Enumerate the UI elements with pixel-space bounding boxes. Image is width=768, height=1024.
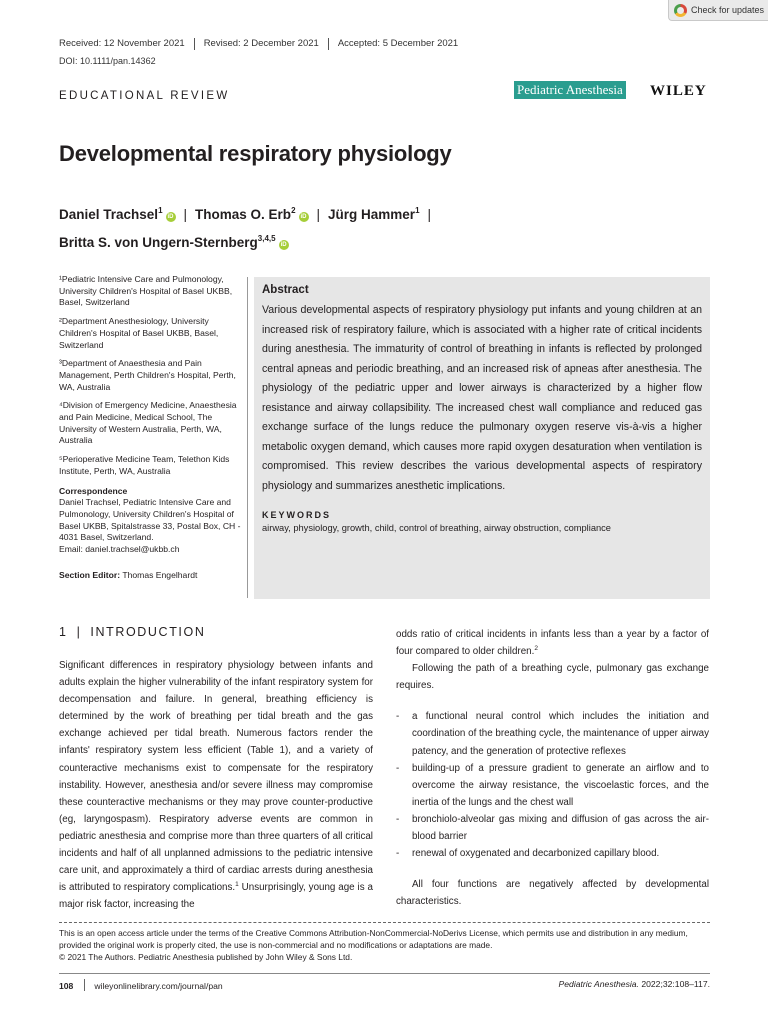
affiliation: ⁵Perioperative Medicine Team, Telethon Kids Institute, Perth, WA, Australia	[59, 454, 230, 476]
intro-paragraph: Following the path of a breathing cycle, pulmonary gas exchange requires.	[396, 663, 709, 692]
affiliation: ⁴Division of Emergency Medicine, Anaesthesia and Pain Medicine, Medical School, The University of Western Australia, Perth, WA, Australia	[59, 400, 237, 446]
author-separator: |	[427, 207, 432, 222]
correspondence-title: Correspondence	[59, 485, 128, 496]
author[interactable]: Britta S. von Ungern-Sternberg$^{3,4,5}$iD	[59, 234, 287, 250]
affiliation: ³Department of Anaesthesia and Pain Management, Perth Children's Hospital, Perth, WA, Australia	[59, 358, 236, 392]
affiliation: ²Department Anesthesiology, University Children's Hospital of Basel UKBB, Basel, Switzerland	[59, 316, 219, 350]
author-list	[59, 199, 519, 255]
keywords-title: KEYWORDS	[262, 510, 332, 520]
check-for-updates-button[interactable]	[668, 0, 768, 21]
check-for-updates-label: Check for updates	[691, 5, 765, 15]
author[interactable]: Thomas O. Erb$^2$iD	[195, 206, 307, 222]
article-title: Developmental respiratory physiology	[59, 141, 452, 166]
journal-url[interactable]: wileyonlinelibrary.com/journal/pan	[94, 981, 223, 991]
orcid-icon[interactable]: iD	[280, 242, 287, 248]
page-number: 108	[59, 981, 74, 991]
column-divider	[247, 277, 248, 598]
list-item: - a functional neural control which includes the initiation and coordination of the breathing cycle, the maintenance of upper airway patency, and the generation of protective reflexes	[396, 708, 709, 759]
requirements-list	[396, 708, 709, 862]
affiliations-column	[59, 274, 241, 581]
page-footer	[59, 979, 710, 991]
footer-divider	[59, 973, 710, 974]
author-separator: |	[316, 207, 321, 222]
correspondence-text: Daniel Trachsel, Pediatric Intensive Care and Pulmonology, University Children's Hospital of Basel UKBB, Spitalstrasse 33, Postal Box, CH - 4031 Basel, Switzerland.	[59, 497, 241, 543]
citation-ref[interactable]: 1	[235, 881, 239, 889]
body-column-1	[59, 625, 373, 913]
intro-paragraph-continued: odds ratio of critical incidents in infants less than a year by a factor of four compared to older children.$^2$	[396, 629, 709, 658]
abstract-title: Abstract	[262, 284, 309, 296]
crossmark-icon	[674, 4, 687, 17]
revised-date: Revised: 2 December 2021	[194, 38, 328, 50]
intro-paragraph: Significant differences in respiratory physiology between infants and adults explain the higher vulnerability of the infant respiratory system for decompensation and failure. In general, breathing efficiency is determined by the work of breathing per tidal breath and the gas exchange achieved per tidal breath. Numerous factors render the infants' respiratory system less efficient (Table 1), and a variety of counteractive mechanisms exist to compensate for the respiratory instability. However, anesthesia and/or severe illness may compromise these counteractive mechanisms or they may prove counter-productive (eg, laryngospasm). Respiratory adverse events are common in pediatric anesthesia and comprise more than three quarters of all critical incidents and half of all unplanned admissions to the pediatric intensive care unit, and approximately a third of cardiac arrests during anesthesia is attributed to respiratory complications.$^1$ Unsurprisingly, young age is a major risk factor, increasing the	[59, 660, 373, 911]
section-heading: 1 | INTRODUCTION	[59, 625, 206, 639]
list-item: - bronchiolo-alveolar gas mixing and diffusion of gas across the air-blood barrier	[396, 811, 709, 845]
intro-paragraph: All four functions are negatively affected by developmental characteristics.	[396, 879, 709, 908]
orcid-icon[interactable]: iD	[300, 214, 307, 220]
copyright-text: © 2021 The Authors. Pediatric Anesthesia published by John Wiley & Sons Ltd.	[59, 952, 353, 963]
footer-separator	[84, 979, 85, 991]
author[interactable]: Jürg Hammer$^1$	[328, 206, 420, 222]
keywords: airway, physiology, growth, child, control of breathing, airway obstruction, compliance	[262, 523, 611, 533]
author[interactable]: Daniel Trachsel$^1$iD	[59, 206, 174, 222]
author-separator: |	[183, 207, 188, 222]
citation-ref[interactable]: 2	[534, 645, 538, 653]
journal-logo: Pediatric Anesthesia	[514, 81, 626, 99]
affiliation: ¹Pediatric Intensive Care and Pulmonology, University Children's Hospital of Basel UKBB, Basel, Switzerland	[59, 274, 233, 308]
correspondence-email[interactable]: Email: daniel.trachsel@ukbb.ch	[59, 544, 180, 555]
orcid-icon[interactable]: iD	[167, 214, 174, 220]
body-column-2	[396, 626, 709, 910]
journal-citation: Pediatric Anesthesia. 2022;32:108–117.	[558, 979, 710, 989]
abstract-text: Various developmental aspects of respiratory physiology put infants and young children at an increased risk of respiratory failure, which is associated with a higher rate of critical incidents during anesthesia. The immaturity of control of breathing in infants is reflected by prolonged central apneas and periodic breathing, and an increased risk of apneas after anesthesia. The physiology of the pediatric upper and lower airways is characterized by a higher flow resistance and airway collapsibility. The increased chest wall compliance and reduced gas exchange surface of the lungs reduce the pulmonary oxygen reserve vis-à-vis a higher metabolic oxygen demand, which causes more rapid oxygen desaturation when ventilation is compromised. This review describes the various developmental aspects of respiratory physiology and summarizes anesthetic implications.	[262, 304, 702, 492]
section-editor: Section Editor: Thomas Engelhardt	[59, 569, 198, 580]
section-type: EDUCATIONAL REVIEW	[59, 90, 230, 102]
license-divider	[59, 922, 710, 923]
accepted-date: Accepted: 5 December 2021	[328, 38, 467, 50]
publisher-logo: WILEY	[650, 83, 707, 99]
license-text: This is an open access article under the terms of the Creative Commons Attribution-NonCommercial-NoDerivs License, which permits use and distribution in any medium, provided the original work is properly cited, the use is non-commercial and no modifications or adaptations are made.	[59, 928, 688, 951]
received-date: Received: 12 November 2021	[59, 38, 185, 49]
license-notice	[59, 927, 710, 964]
list-item: - building-up of a pressure gradient to generate an airflow and to overcome the airway resistance, the viscoelastic forces, and the inertia of the lungs and the chest wall	[396, 760, 709, 811]
doi[interactable]: DOI: 10.1111/pan.14362	[59, 56, 156, 66]
list-item: - renewal of oxygenated and decarbonized capillary blood.	[396, 845, 709, 862]
article-dates	[59, 38, 467, 50]
abstract-box	[254, 277, 710, 599]
